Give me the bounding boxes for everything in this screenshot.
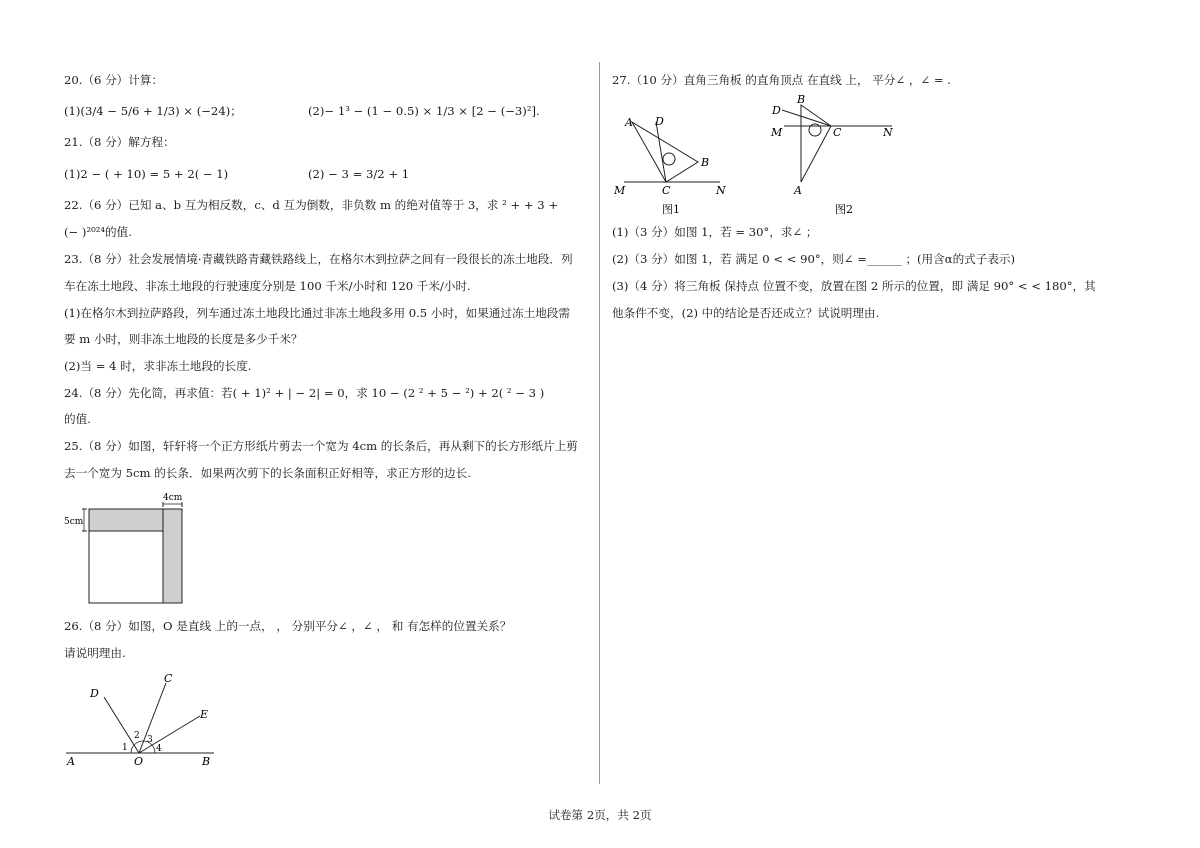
label-D: D <box>90 687 99 700</box>
q27-part1: (1)（3 分）如图 1，若 = 30°，求∠ ； <box>612 225 818 239</box>
q27-heading: 27.（10 分）直角三角板 的直角顶点 在直线 上， 平分∠ ，∠ = . <box>612 73 951 87</box>
label-M: M <box>614 184 626 197</box>
q21-part2: (2) − 3 = 3/2 + 1 <box>308 167 410 181</box>
figure2-caption: 图2 <box>835 203 853 216</box>
label-N: N <box>716 184 726 197</box>
label-A: A <box>67 755 75 768</box>
q20-part1: (1)(3/4 − 5/6 + 1/3) × (−24)； <box>64 104 242 118</box>
q23-line2: 车在冻土地段、非冻土地段的行驶速度分别是 100 千米/小时和 120 千米/小时. <box>64 279 471 293</box>
q26-line2: 请说明理由. <box>64 646 126 660</box>
label-C: C <box>662 184 671 197</box>
label-4cm: 4cm <box>163 493 183 503</box>
q27-part3-line2: 他条件不变，(2) 中的结论是否还成立？试说明理由. <box>612 306 880 320</box>
label-B: B <box>701 156 710 169</box>
q21-part1: (1)2 − ( + 10) = 5 + 2( − 1) <box>64 167 229 181</box>
column-divider <box>599 62 600 784</box>
label-A: A <box>794 184 802 197</box>
ray-CD <box>782 110 831 126</box>
label-C: C <box>164 672 173 685</box>
angle-label-3: 3 <box>147 735 153 745</box>
q25-line2: 去一个宽为 5cm 的长条．如果两次剪下的长条面积正好相等，求正方形的边长. <box>64 466 471 480</box>
q25-figure <box>64 488 194 608</box>
label-O: O <box>134 755 144 768</box>
angle-label-2: 2 <box>134 731 140 741</box>
q23-line4: 要 m 小时，则非冻土地段的长度是多少千米？ <box>64 332 303 346</box>
q24-line1: 24.（8 分）先化简，再求值：若( + 1)² + | − 2| = 0，求 10 − (2 ² + 5 − ²) + 2( ² − 3 ) <box>64 386 545 400</box>
q27-figure1 <box>612 108 742 218</box>
remaining-rectangle <box>89 531 163 603</box>
angle-label-4: 4 <box>156 744 162 754</box>
label-5cm: 5cm <box>64 517 84 527</box>
label-C: C <box>833 126 842 139</box>
label-M: M <box>771 126 783 139</box>
q20-heading: 20.（6 分）计算： <box>64 73 164 87</box>
q24-line2: 的值. <box>64 412 91 426</box>
q27-part3-line1: (3)（4 分）将三角板 保持点 位置不变，放置在图 2 所示的位置，即 满足 90° < < 180°，其 <box>612 279 1096 293</box>
q27-part2: (2)（3 分）如图 1，若 满足 0 < < 90°，则∠ =______ ；(用含α的式子表示) <box>612 252 1016 266</box>
label-N: N <box>883 126 893 139</box>
q22-line2: (− )²⁰²⁴的值. <box>64 225 132 239</box>
q23-line1: 23.（8 分）社会发展情境·青藏铁路青藏铁路线上，在格尔木到拉萨之间有一段很长的冻土地段．列 <box>64 252 573 266</box>
figure1-caption: 图1 <box>662 203 680 216</box>
label-A: A <box>625 116 633 129</box>
angle-label-1: 1 <box>122 743 128 753</box>
q23-line5: (2)当 = 4 时，求非冻土地段的长度. <box>64 359 252 373</box>
q22-line1: 22.（6 分）已知 a、b 互为相反数，c、d 互为倒数，非负数 m 的绝对值等于 3，求 ² + + 3 + <box>64 198 559 212</box>
triangle-ABC <box>801 105 831 182</box>
label-B: B <box>202 755 211 768</box>
q27-figure2 <box>769 92 909 218</box>
q26-line1: 26.（8 分）如图，O 是直线 上的一点， ， 分别平分∠ ，∠ ， 和 有怎样的位置关系？ <box>64 619 512 633</box>
cut-strip-5cm <box>89 509 163 531</box>
q23-line3: (1)在格尔木到拉萨路段，列车通过冻土地段比通过非冻土地段多用 0.5 小时，如果通过冻土地段需 <box>64 306 570 320</box>
q21-heading: 21.（8 分）解方程： <box>64 135 175 149</box>
label-E: E <box>200 708 209 721</box>
label-B: B <box>797 93 806 106</box>
page-footer: 试卷第 2页，共 2页 <box>548 808 652 822</box>
label-D: D <box>772 104 781 117</box>
q20-part2: (2)− 1³ − (1 − 0.5) × 1/3 × [2 − (−3)²]. <box>308 104 540 118</box>
cut-strip-4cm <box>163 509 182 603</box>
q26-figure <box>64 668 224 768</box>
label-D: D <box>655 115 664 128</box>
q25-line1: 25.（8 分）如图，轩轩将一个正方形纸片剪去一个宽为 4cm 的长条后，再从剩下的长方形纸片上剪 <box>64 439 578 453</box>
